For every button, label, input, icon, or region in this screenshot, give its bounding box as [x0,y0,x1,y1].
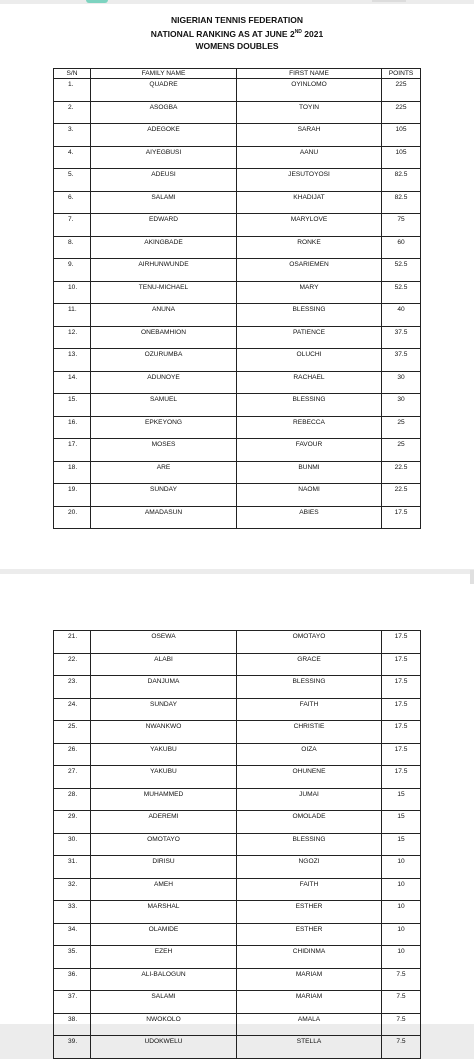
cell-sn: 18. [54,461,91,484]
cell-points: 25 [382,416,421,439]
cell-points: 52.5 [382,259,421,282]
cell-sn: 36. [54,968,91,991]
cell-points: 52.5 [382,281,421,304]
cell-first-name: CHIDINMA [237,946,382,969]
cell-first-name: OYINLOMO [237,79,382,102]
cell-first-name: NAOMI [237,484,382,507]
cell-points: 15 [382,788,421,811]
table-row [54,371,421,394]
cell-sn: 13. [54,349,91,372]
cell-sn: 14. [54,371,91,394]
cell-points: 30 [382,394,421,417]
table-row [54,653,421,676]
cell-family-name: YAKUBU [91,766,237,789]
cell-first-name: REBECCA [237,416,382,439]
cell-family-name: EDWARD [91,214,237,237]
cell-family-name: SALAMI [91,191,237,214]
cell-first-name: BLESSING [237,304,382,327]
cell-points: 15 [382,811,421,834]
cell-points: 17.5 [382,631,421,654]
cell-family-name: SALAMI [91,991,237,1014]
table-row [54,923,421,946]
column-header-points: POINTS [382,69,421,79]
cell-first-name: RACHAEL [237,371,382,394]
table-row [54,169,421,192]
cell-sn: 25. [54,721,91,744]
cell-sn: 24. [54,698,91,721]
cell-sn: 17. [54,439,91,462]
table-row [54,901,421,924]
table-row [54,878,421,901]
cell-points: 7.5 [382,1036,421,1059]
cell-points: 22.5 [382,461,421,484]
cell-first-name: PATIENCE [237,326,382,349]
cell-points: 10 [382,901,421,924]
cell-family-name: TENU-MICHAEL [91,281,237,304]
cell-family-name: ARE [91,461,237,484]
table-row [54,833,421,856]
cell-sn: 21. [54,631,91,654]
cell-first-name: GRACE [237,653,382,676]
cell-sn: 6. [54,191,91,214]
table-row [54,416,421,439]
table-row [54,698,421,721]
cell-sn: 4. [54,146,91,169]
cell-points: 225 [382,79,421,102]
cell-first-name: OHUNENE [237,766,382,789]
table-row [54,461,421,484]
cell-sn: 12. [54,326,91,349]
table-row [54,1036,421,1059]
cell-points: 75 [382,214,421,237]
cell-family-name: DANJUMA [91,676,237,699]
cell-family-name: OLAMIDE [91,923,237,946]
ranking-table-page-2 [53,630,421,1059]
cell-family-name: AIRHUNWUNDE [91,259,237,282]
cell-first-name: OIZA [237,743,382,766]
table-row [54,766,421,789]
cell-sn: 5. [54,169,91,192]
cell-family-name: AKINGBADE [91,236,237,259]
table-row [54,236,421,259]
cell-family-name: ANUNA [91,304,237,327]
cell-sn: 37. [54,991,91,1014]
cell-points: 17.5 [382,676,421,699]
cell-sn: 22. [54,653,91,676]
cell-first-name: RONKE [237,236,382,259]
table-row [54,991,421,1014]
cell-points: 7.5 [382,1013,421,1036]
cell-first-name: BLESSING [237,676,382,699]
cell-first-name: AANU [237,146,382,169]
table-row [54,506,421,529]
table-row [54,721,421,744]
cell-first-name: MARIAM [237,968,382,991]
cell-family-name: ASOGBA [91,101,237,124]
cell-points: 17.5 [382,506,421,529]
cell-family-name: DIRISU [91,856,237,879]
cell-points: 82.5 [382,169,421,192]
cell-points: 225 [382,101,421,124]
cell-first-name: KHADIJAT [237,191,382,214]
table-row [54,281,421,304]
table-row [54,191,421,214]
cell-sn: 33. [54,901,91,924]
cell-sn: 23. [54,676,91,699]
cell-sn: 3. [54,124,91,147]
cell-family-name: NWANKWO [91,721,237,744]
cell-first-name: NGOZI [237,856,382,879]
cell-sn: 7. [54,214,91,237]
cell-points: 82.5 [382,191,421,214]
document-header [0,14,474,52]
table-row [54,439,421,462]
cell-points: 10 [382,923,421,946]
cell-first-name: MARIAM [237,991,382,1014]
cell-first-name: JESUTOYOSI [237,169,382,192]
cell-points: 30 [382,371,421,394]
cell-sn: 32. [54,878,91,901]
table-row [54,146,421,169]
cell-first-name: CHRISTIE [237,721,382,744]
cell-family-name: AMADASUN [91,506,237,529]
app-bar-indicator [86,0,108,3]
cell-first-name: OMOLADE [237,811,382,834]
cell-points: 22.5 [382,484,421,507]
cell-first-name: SARAH [237,124,382,147]
cell-sn: 16. [54,416,91,439]
table-row [54,349,421,372]
cell-first-name: TOYIN [237,101,382,124]
cell-sn: 8. [54,236,91,259]
table-row [54,788,421,811]
table-row [54,968,421,991]
ranking-table-page-1 [53,68,421,529]
cell-first-name: FAVOUR [237,439,382,462]
document-page-1 [0,4,474,569]
federation-title: NIGERIAN TENNIS FEDERATION [170,15,304,25]
cell-points: 40 [382,304,421,327]
table-row [54,676,421,699]
table-header-row [54,69,421,79]
cell-family-name: MARSHAL [91,901,237,924]
cell-sn: 19. [54,484,91,507]
column-header-first-name: FIRST NAME [237,69,382,79]
cell-family-name: ADEGOKE [91,124,237,147]
cell-sn: 35. [54,946,91,969]
cell-sn: 39. [54,1036,91,1059]
table-row [54,326,421,349]
cell-first-name: MARYLOVE [237,214,382,237]
ranking-date-title: NATIONAL RANKING AS AT JUNE 2ND 2021 [150,28,324,39]
table-row [54,631,421,654]
cell-points: 7.5 [382,968,421,991]
cell-first-name: MARY [237,281,382,304]
cell-first-name: FAITH [237,698,382,721]
cell-points: 7.5 [382,991,421,1014]
cell-family-name: UDOKWELU [91,1036,237,1059]
cell-family-name: ADUNOYE [91,371,237,394]
cell-sn: 29. [54,811,91,834]
cell-first-name: STELLA [237,1036,382,1059]
table-row [54,856,421,879]
category-title: WOMENS DOUBLES [195,40,279,51]
cell-points: 37.5 [382,349,421,372]
cell-points: 37.5 [382,326,421,349]
cell-family-name: AIYEGBUSI [91,146,237,169]
cell-points: 10 [382,856,421,879]
cell-family-name: ADEUSI [91,169,237,192]
cell-family-name: MOSES [91,439,237,462]
cell-family-name: EZEH [91,946,237,969]
cell-points: 105 [382,124,421,147]
cell-family-name: AMEH [91,878,237,901]
cell-points: 17.5 [382,698,421,721]
cell-points: 105 [382,146,421,169]
cell-first-name: ESTHER [237,901,382,924]
document-page-2 [0,574,474,1045]
cell-family-name: NWOKOLO [91,1013,237,1036]
table-row [54,124,421,147]
cell-points: 17.5 [382,653,421,676]
table-row [54,259,421,282]
cell-points: 10 [382,878,421,901]
cell-sn: 30. [54,833,91,856]
table-row [54,743,421,766]
cell-first-name: OSARIEMEN [237,259,382,282]
cell-family-name: SAMUEL [91,394,237,417]
cell-points: 10 [382,946,421,969]
cell-first-name: ESTHER [237,923,382,946]
table-row [54,79,421,102]
table-row [54,214,421,237]
table-row [54,1013,421,1036]
cell-first-name: OLUCHI [237,349,382,372]
table-row [54,484,421,507]
table-row [54,304,421,327]
cell-first-name: AMALA [237,1013,382,1036]
cell-family-name: QUADRE [91,79,237,102]
cell-sn: 1. [54,79,91,102]
cell-sn: 38. [54,1013,91,1036]
table-row [54,946,421,969]
cell-sn: 31. [54,856,91,879]
cell-sn: 26. [54,743,91,766]
cell-sn: 34. [54,923,91,946]
cell-sn: 2. [54,101,91,124]
cell-family-name: OMOTAYO [91,833,237,856]
cell-family-name: EPKEYONG [91,416,237,439]
scrollbar[interactable] [470,570,474,584]
cell-family-name: YAKUBU [91,743,237,766]
cell-points: 17.5 [382,721,421,744]
cell-sn: 9. [54,259,91,282]
cell-first-name: BUNMI [237,461,382,484]
cell-sn: 28. [54,788,91,811]
cell-family-name: SUNDAY [91,698,237,721]
cell-family-name: ONEBAMHION [91,326,237,349]
cell-family-name: OSEWA [91,631,237,654]
table-row [54,101,421,124]
cell-sn: 27. [54,766,91,789]
cell-family-name: ADEREMI [91,811,237,834]
cell-points: 15 [382,833,421,856]
cell-sn: 10. [54,281,91,304]
column-header-family-name: FAMILY NAME [91,69,237,79]
table-row [54,811,421,834]
cell-sn: 20. [54,506,91,529]
cell-points: 17.5 [382,743,421,766]
cell-family-name: ALABI [91,653,237,676]
cell-first-name: JUMAI [237,788,382,811]
cell-sn: 15. [54,394,91,417]
cell-family-name: MUHAMMED [91,788,237,811]
cell-first-name: BLESSING [237,394,382,417]
cell-first-name: BLESSING [237,833,382,856]
table-row [54,394,421,417]
cell-family-name: SUNDAY [91,484,237,507]
app-bar-indicator-right [372,0,406,2]
cell-first-name: OMOTAYO [237,631,382,654]
cell-sn: 11. [54,304,91,327]
cell-first-name: FAITH [237,878,382,901]
cell-points: 60 [382,236,421,259]
cell-family-name: ALI-BALOGUN [91,968,237,991]
cell-points: 17.5 [382,766,421,789]
cell-points: 25 [382,439,421,462]
column-header-sn: S/N [54,69,91,79]
cell-family-name: OZURUMBA [91,349,237,372]
cell-first-name: ABIES [237,506,382,529]
